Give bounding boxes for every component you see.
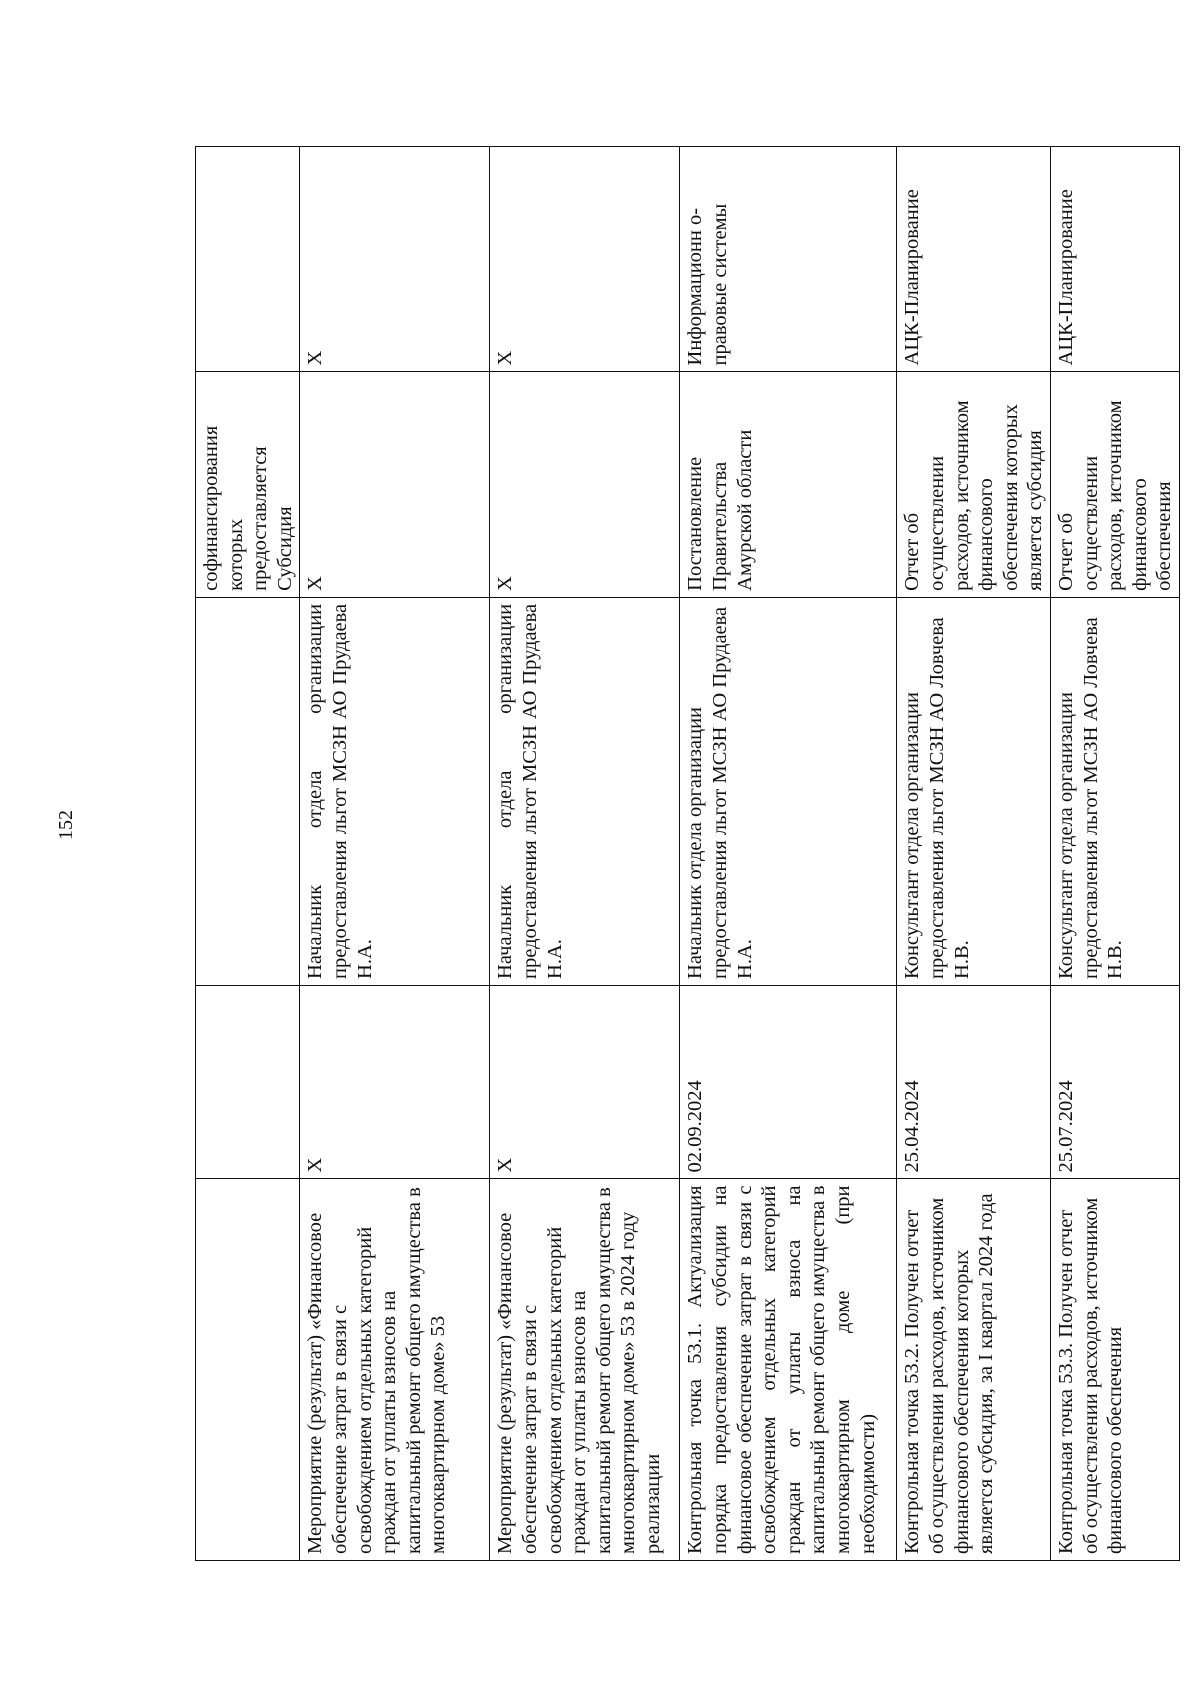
cell-responsible: Начальник отдела организации предоставления льгот МСЗН АО Прудаева Н.А.	[680, 597, 897, 985]
table-row	[490, 147, 680, 1561]
cell-date: 25.04.2024	[897, 985, 1051, 1179]
cell-document: Постановление Правительства Амурской области	[680, 372, 897, 597]
cell-document: Отчет об осуществлении расходов, источником финансового обеспечения	[1050, 372, 1179, 597]
cell-system: АЦК-Планирование	[1050, 147, 1179, 372]
cell-system: Информационн о-правовые системы	[680, 147, 897, 372]
cell-event	[196, 1179, 300, 1561]
cell-document: Отчет об осуществлении расходов, источником финансового обеспечения которых является субсидия	[897, 372, 1051, 597]
cell-date: 25.07.2024	[1050, 985, 1179, 1179]
table-row	[680, 147, 897, 1561]
cell-document: софинансирования которых предоставляется Субсидия	[196, 372, 300, 597]
cell-responsible	[196, 597, 300, 985]
cell-responsible: Консультант отдела организации предоставления льгот МСЗН АО Ловчева Н.В.	[897, 597, 1051, 985]
cell-system: АЦК-Планирование	[897, 147, 1051, 372]
cell-system: Х	[490, 147, 680, 372]
table-row	[1050, 147, 1179, 1561]
cell-date	[196, 985, 300, 1179]
cell-document: Х	[300, 372, 490, 597]
cell-event: Мероприятие (результат) «Финансовое обеспечение затрат в связи с освобождением отдельных категорий граждан от уплаты взносов на капитальный ремонт общего имущества в многоквартирном доме» 53 в 2024 году реализации	[490, 1179, 680, 1561]
cell-date: Х	[490, 985, 680, 1179]
cell-event: Контрольная точка 53.2. Получен отчет об осуществлении расходов, источником финансового обеспечения которых является субсидия, за I квартал 2024 года	[897, 1179, 1051, 1561]
cell-event: Контрольная точка 53.3. Получен отчет об осуществлении расходов, источником финансового обеспечения	[1050, 1179, 1179, 1561]
cell-event: Контрольная точка 53.1. Актуализация порядка предоставления субсидии на финансовое обеспечение затрат в связи с освобождением отдельных категорий граждан от уплаты взноса на капитальный ремонт общего имущества в многоквартирном доме (при необходимости)	[680, 1179, 897, 1561]
cell-system: Х	[300, 147, 490, 372]
table-row	[897, 147, 1051, 1561]
cell-event: Мероприятие (результат) «Финансовое обеспечение затрат в связи с освобождением отдельных категорий граждан от уплаты взносов на капитальный ремонт общего имущества в многоквартирном доме» 53	[300, 1179, 490, 1561]
rotated-table-container	[195, 146, 1176, 1561]
cell-date: Х	[300, 985, 490, 1179]
cell-document: Х	[490, 372, 680, 597]
page-number: 152	[55, 810, 77, 840]
cell-responsible: Консультант отдела организации предоставления льгот МСЗН АО Ловчева Н.В.	[1050, 597, 1179, 985]
plan-table	[195, 146, 1180, 1561]
cell-date: 02.09.2024	[680, 985, 897, 1179]
table-row	[300, 147, 490, 1561]
table-row	[196, 147, 300, 1561]
cell-responsible: Начальник отдела организации предоставления льгот МСЗН АО Прудаева Н.А.	[300, 597, 490, 985]
cell-system	[196, 147, 300, 372]
cell-responsible: Начальник отдела организации предоставления льгот МСЗН АО Прудаева Н.А.	[490, 597, 680, 985]
